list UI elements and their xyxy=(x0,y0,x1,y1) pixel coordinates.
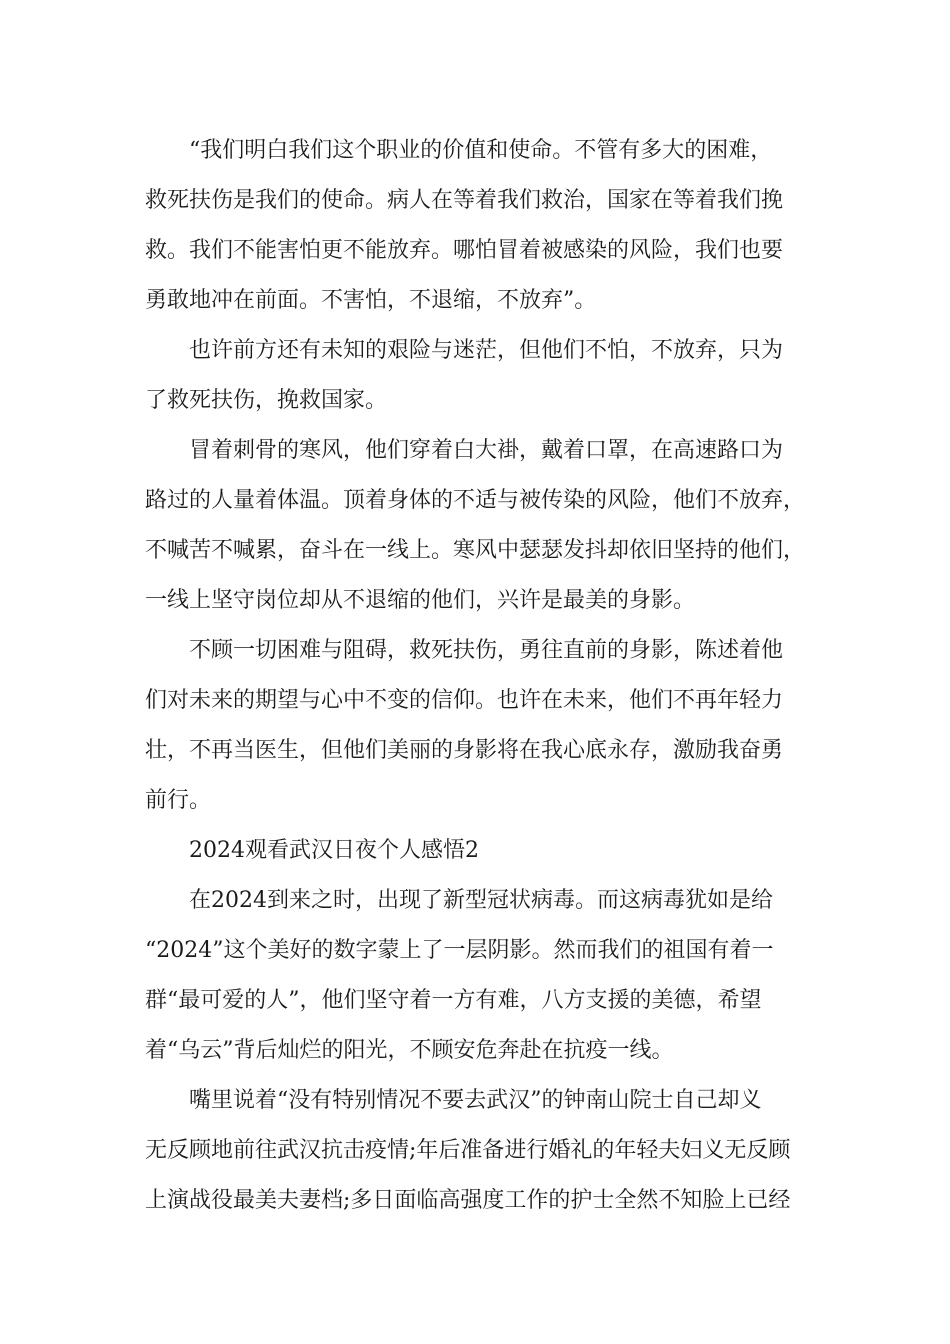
text-line: 们对未来的期望与心中不变的信仰。也许在未来，他们不再年轻力 xyxy=(145,688,784,713)
section-heading: 2024观看武汉日夜个人感悟2 xyxy=(145,838,479,863)
text-line: 了救死扶伤，挽救国家。 xyxy=(145,388,388,413)
text-line: 着“乌云”背后灿烂的阳光，不顾安危奔赴在抗疫一线。 xyxy=(145,1038,674,1063)
text-line: 救。我们不能害怕更不能放弃。哪怕冒着被感染的风险，我们也要 xyxy=(145,238,784,263)
text-line: 也许前方还有未知的艰险与迷茫，但他们不怕，不放弃，只为 xyxy=(145,338,784,363)
text-line: 一线上坚守岗位却从不退缩的他们，兴许是最美的身影。 xyxy=(145,588,696,613)
text-line: 路过的人量着体温。顶着身体的不适与被传染的风险，他们不放弃， xyxy=(145,488,806,513)
text-line: 壮，不再当医生，但他们美丽的身影将在我心底永存，激励我奋勇 xyxy=(145,738,784,763)
text-line: 救死扶伤是我们的使命。病人在等着我们救治，国家在等着我们挽 xyxy=(145,188,784,213)
text-line: “2024”这个美好的数字蒙上了一层阴影。然而我们的祖国有着一 xyxy=(145,938,774,963)
text-line: 冒着刺骨的寒风，他们穿着白大褂，戴着口罩，在高速路口为 xyxy=(145,438,784,463)
text-line: 在2024到来之时，出现了新型冠状病毒。而这病毒犹如是给 xyxy=(145,888,773,913)
text-line: 不喊苦不喊累，奋斗在一线上。寒风中瑟瑟发抖却依旧坚持的他们， xyxy=(145,538,806,563)
text-line: 群“最可爱的人”，他们坚守着一方有难，八方支援的美德，希望 xyxy=(145,988,762,1013)
text-line: 前行。 xyxy=(145,788,212,813)
text-line: 不顾一切困难与阻碍，救死扶伤，勇往直前的身影，陈述着他 xyxy=(145,638,784,663)
text-line: 勇敢地冲在前面。不害怕，不退缩，不放弃”。 xyxy=(145,288,597,313)
text-line: “我们明白我们这个职业的价值和使命。不管有多大的困难， xyxy=(145,138,773,163)
text-line: 嘴里说着“没有特别情况不要去武汉”的钟南山院士自己却义 xyxy=(145,1088,762,1113)
text-line: 上演战役最美夫妻档;多日面临高强度工作的护士全然不知脸上已经 xyxy=(145,1188,791,1213)
text-line: 无反顾地前往武汉抗击疫情;年后准备进行婚礼的年轻夫妇义无反顾 xyxy=(145,1138,791,1163)
